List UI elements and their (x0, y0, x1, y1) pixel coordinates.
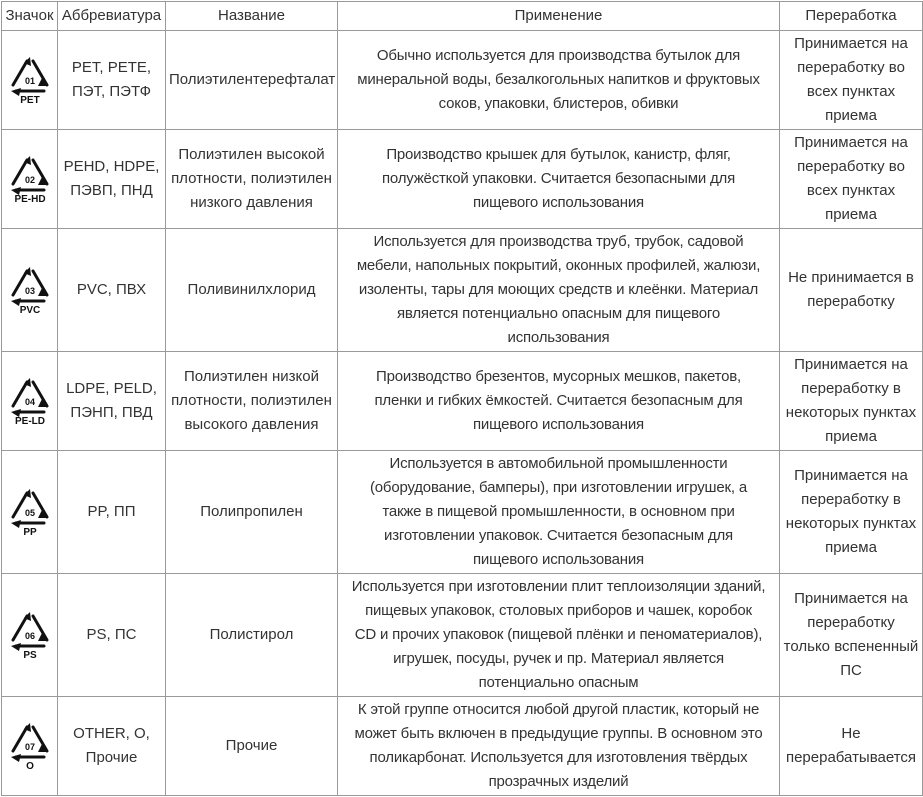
header-recycling: Переработка (780, 2, 923, 31)
name-line: плотности, полиэтилен (171, 392, 332, 409)
abbreviation-line: Прочие (85, 749, 138, 766)
table-row (2, 229, 923, 352)
name-cell (166, 451, 338, 574)
resin-number: 02 (24, 175, 35, 185)
recycling-line: Принимается на (794, 35, 908, 52)
name-cell (166, 130, 338, 229)
name-line: высокого давления (184, 416, 319, 433)
abbreviation-line: ПЭНП, ПВД (70, 404, 153, 421)
recycling-triangle-icon (7, 376, 53, 426)
plastics-table (1, 1, 923, 796)
header-row (2, 2, 923, 31)
usage-cell (338, 229, 780, 352)
recycling-line: перерабатывается (785, 749, 917, 766)
usage-line: пленки и гибких ёмкостей. Считается безопасным для (374, 392, 743, 409)
usage-line: соков, упаковки, блистеров, обивки (438, 95, 679, 112)
usage-line: Обычно используется для производства бутылок для (376, 47, 741, 64)
recycling-line: Принимается на (794, 356, 908, 373)
abbreviation-cell (58, 451, 166, 574)
icon-cell (2, 697, 58, 796)
abbreviation-line: OTHER, O, (73, 725, 150, 742)
recycling-line: Не принимается в (788, 269, 914, 286)
recycling-line: некоторых пунктах (785, 404, 917, 421)
recycling-cell (780, 130, 923, 229)
usage-line: Производство крышек для бутылок, канистр, фляг, (386, 146, 731, 163)
usage-line: пищевых упаковок, столовых приборов и чашек, коробок (365, 602, 752, 619)
usage-line: пищевого использования (473, 551, 644, 568)
resin-number: 01 (24, 76, 35, 86)
abbreviation-cell (58, 352, 166, 451)
name-line: Полиэтилен низкой (183, 368, 320, 385)
recycling-cell (780, 451, 923, 574)
header-name: Название (166, 2, 338, 31)
recycling-line: некоторых пунктах (785, 515, 917, 532)
recycling-line: приема (825, 206, 877, 223)
recycling-line: Принимается на (794, 590, 908, 607)
usage-line: прозрачных изделий (488, 773, 629, 790)
name-line: Полиэтилен высокой (178, 146, 325, 163)
usage-line: Производство брезентов, мусорных мешков, пакетов, (376, 368, 741, 385)
usage-cell (338, 352, 780, 451)
abbreviation-line: PEHD, HDPE, (63, 158, 160, 175)
recycling-triangle-icon (7, 721, 53, 771)
recycling-line: переработку во (797, 158, 905, 175)
header-icon: Значок (2, 2, 58, 31)
abbreviation-line: LDPE, PELD, (66, 380, 157, 397)
usage-line: Используется при изготовлении плит теплоизоляции зданий, (351, 578, 766, 595)
table-row (2, 130, 923, 229)
recycling-line: всех пунктах (806, 182, 896, 199)
usage-line: К этой группе относится любой другой пластик, который не (357, 701, 760, 718)
recycling-cell (780, 229, 923, 352)
abbreviation-line: PVC, ПВХ (76, 281, 147, 298)
usage-line: изготовлении упаковок. Считается безопасным для (384, 527, 733, 544)
recycling-cell (780, 574, 923, 697)
usage-line: потенциально опасным (478, 674, 639, 691)
usage-cell (338, 130, 780, 229)
abbreviation-cell (58, 574, 166, 697)
abbreviation-line: ПЭТ, ПЭТФ (71, 83, 152, 100)
usage-line: Используется в автомобильной промышленности (389, 455, 728, 472)
resin-number: 04 (24, 397, 35, 407)
icon-cell (2, 31, 58, 130)
name-cell (166, 229, 338, 352)
recycling-triangle-icon (7, 610, 53, 660)
usage-line: пищевого использования (473, 416, 644, 433)
icon-cell (2, 574, 58, 697)
recycling-cell (780, 31, 923, 130)
usage-line: является потенциально опасным для пищевого (397, 305, 720, 322)
header-abbreviation: Аббревиатура (58, 2, 166, 31)
table-row (2, 451, 923, 574)
resin-number: 05 (24, 508, 35, 518)
resin-code: PE-LD (14, 416, 45, 426)
usage-line: использования (507, 329, 610, 346)
name-line: Поливинилхлорид (187, 281, 316, 298)
abbreviation-line: ПЭВП, ПНД (70, 182, 153, 199)
table-row (2, 352, 923, 451)
recycling-line: приема (825, 107, 877, 124)
recycling-line: Принимается на (794, 134, 908, 151)
table-row (2, 574, 923, 697)
usage-line: мебели, напольных покрытий, оконных профилей, жалюзи, (356, 257, 761, 274)
usage-line: игрушек, посуды, ручек и пр. Материал является (393, 650, 724, 667)
header-usage: Применение (338, 2, 780, 31)
table-row (2, 31, 923, 130)
usage-cell (338, 451, 780, 574)
usage-line: изоленты, тары для моющих средств и клеёнки. Материал (358, 281, 759, 298)
usage-cell (338, 31, 780, 130)
recycling-line: Принимается на (794, 467, 908, 484)
usage-line: CD и прочих упаковок (пищевой плёнки и пеноматериалов), (354, 626, 763, 643)
usage-line: минеральной воды, безалкогольных напитков и фруктовых (357, 71, 760, 88)
resin-number: 07 (24, 742, 35, 752)
recycling-triangle-icon (7, 154, 53, 204)
usage-cell (338, 697, 780, 796)
recycling-line: переработку в (801, 491, 901, 508)
abbreviation-cell (58, 31, 166, 130)
resin-code: PET (19, 95, 40, 105)
icon-cell (2, 451, 58, 574)
abbreviation-line: PS, ПС (86, 626, 137, 643)
resin-code: PS (22, 650, 37, 660)
resin-code: O (25, 761, 34, 771)
usage-line: также в пищевой промышленности, в основном при (382, 503, 735, 520)
name-cell (166, 697, 338, 796)
icon-cell (2, 229, 58, 352)
recycling-triangle-icon (7, 55, 53, 105)
name-line: низкого давления (190, 194, 313, 211)
name-line: Полистирол (209, 626, 294, 643)
usage-line: пищевого использования (473, 194, 644, 211)
recycling-line: только вспененный (783, 638, 919, 655)
usage-cell (338, 574, 780, 697)
recycling-line: приема (825, 428, 877, 445)
name-line: Полипропилен (200, 503, 303, 520)
recycling-line: всех пунктах (806, 83, 896, 100)
name-line: Полиэтилентерефталат (169, 71, 336, 88)
resin-number: 03 (24, 286, 35, 296)
recycling-triangle-icon (7, 265, 53, 315)
recycling-cell (780, 697, 923, 796)
recycling-cell (780, 352, 923, 451)
abbreviation-cell (58, 697, 166, 796)
abbreviation-cell (58, 229, 166, 352)
icon-cell (2, 352, 58, 451)
resin-number: 06 (24, 631, 35, 641)
usage-line: полужёсткой упаковки. Считается безопасными для (381, 170, 736, 187)
icon-cell (2, 130, 58, 229)
resin-code: PVC (19, 305, 40, 315)
recycling-line: переработку в (801, 380, 901, 397)
name-cell (166, 352, 338, 451)
recycling-line: переработку (807, 614, 895, 631)
recycling-line: ПС (840, 662, 862, 679)
name-cell (166, 574, 338, 697)
recycling-line: Не (841, 725, 861, 742)
recycling-line: переработку во (797, 59, 905, 76)
abbreviation-cell (58, 130, 166, 229)
recycling-line: переработку (807, 293, 895, 310)
recycling-triangle-icon (7, 487, 53, 537)
usage-line: (оборудование, бамперы), при изготовлении игрушек, а (370, 479, 747, 496)
abbreviation-line: PP, ПП (87, 503, 136, 520)
recycling-line: приема (825, 539, 877, 556)
usage-line: может быть включен в предыдущие группы. В основном это (354, 725, 763, 742)
resin-code: PE-HD (13, 194, 46, 204)
name-line: Прочие (225, 737, 278, 754)
usage-line: поликарбонат. Используется для изготовления твёрдых (369, 749, 748, 766)
table-row (2, 697, 923, 796)
abbreviation-line: PET, PETE, (71, 59, 152, 76)
name-line: плотности, полиэтилен (171, 170, 332, 187)
usage-line: Используется для производства труб, трубок, садовой (373, 233, 744, 250)
resin-code: PP (22, 527, 37, 537)
name-cell (166, 31, 338, 130)
